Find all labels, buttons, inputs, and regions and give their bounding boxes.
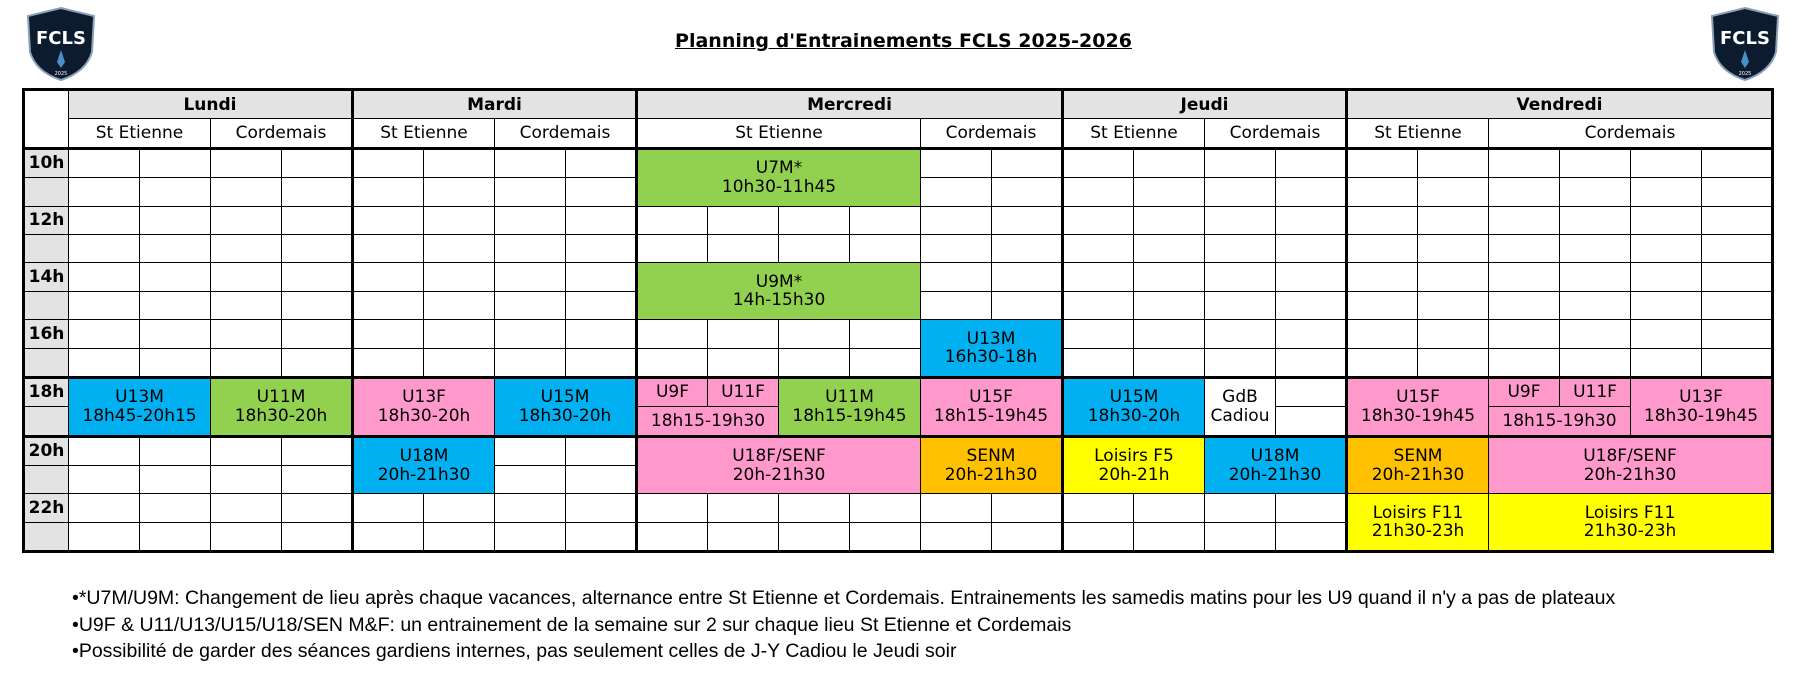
loc-mercredi-st-etienne: St Etienne xyxy=(637,119,921,148)
session-ven-u15f: U15F 18h30-19h45 xyxy=(1347,377,1489,436)
svg-text:FCLS: FCLS xyxy=(1720,28,1770,49)
day-mercredi: Mercredi xyxy=(637,90,1063,119)
session-mer-u11m: U11M 18h15-19h45 xyxy=(779,377,921,436)
session-mer-u9m: U9M* 14h-15h30 xyxy=(637,263,921,320)
hour-label: 18h xyxy=(24,377,69,406)
loc-jeudi-cordemais: Cordemais xyxy=(1205,119,1347,148)
loc-mardi-st-etienne: St Etienne xyxy=(353,119,495,148)
loc-vendredi-cordemais: Cordemais xyxy=(1489,119,1773,148)
loc-lundi-st-etienne: St Etienne xyxy=(69,119,211,148)
session-ven-u13f: U13F 18h30-19h45 xyxy=(1631,377,1773,436)
session-jeu-gdb-cadiou: GdB Cadiou xyxy=(1205,377,1276,436)
loc-lundi-cordemais: Cordemais xyxy=(211,119,353,148)
session-mer-u9f: U9F xyxy=(637,377,708,406)
corner-cell xyxy=(24,90,69,149)
notes-section xyxy=(72,585,1692,665)
session-mer-u9f-time: 18h15-19h30 xyxy=(637,407,779,436)
session-mer-senm: SENM 20h-21h30 xyxy=(921,436,1063,494)
svg-text:2025: 2025 xyxy=(54,71,68,77)
hour-label: 20h xyxy=(24,436,69,465)
loc-vendredi-st-etienne: St Etienne xyxy=(1347,119,1489,148)
loc-jeudi-st-etienne: St Etienne xyxy=(1063,119,1205,148)
session-mer-u7m: U7M* 10h30-11h45 xyxy=(637,148,921,206)
svg-text:FCLS: FCLS xyxy=(36,28,86,49)
day-mardi: Mardi xyxy=(353,90,637,119)
session-ven-u9f: U9F xyxy=(1489,377,1560,406)
session-ven-senm: SENM 20h-21h30 xyxy=(1347,436,1489,494)
day-jeudi: Jeudi xyxy=(1063,90,1347,119)
session-mer-u18f-senf: U18F/SENF 20h-21h30 xyxy=(637,436,921,494)
session-jeu-u15m: U15M 18h30-20h xyxy=(1063,377,1205,436)
page-title: Planning d'Entrainements FCLS 2025-2026 xyxy=(675,30,1132,52)
session-ven-loisirs-f11-st-etienne: Loisirs F11 21h30-23h xyxy=(1347,494,1489,552)
session-mer-u13m: U13M 16h30-18h xyxy=(921,320,1063,378)
schedule-table xyxy=(22,88,1774,553)
hour-label: 14h xyxy=(24,263,69,291)
session-mar-u15m: U15M 18h30-20h xyxy=(495,377,637,436)
session-lun-u11m: U11M 18h30-20h xyxy=(211,377,353,436)
session-mer-u11f: U11F xyxy=(708,377,779,406)
hour-label: 12h xyxy=(24,206,69,234)
hour-label: 16h xyxy=(24,320,69,348)
session-mer-u15f: U15F 18h15-19h45 xyxy=(921,377,1063,436)
hour-label: 10h xyxy=(24,148,69,177)
session-jeu-u18m: U18M 20h-21h30 xyxy=(1205,436,1347,494)
session-mar-u18m: U18M 20h-21h30 xyxy=(353,436,495,494)
hour-label: 22h xyxy=(24,494,69,522)
loc-mardi-cordemais: Cordemais xyxy=(495,119,637,148)
session-ven-u18f-senf: U18F/SENF 20h-21h30 xyxy=(1489,436,1773,494)
session-mar-u13f: U13F 18h30-20h xyxy=(353,377,495,436)
session-ven-loisirs-f11-cordemais: Loisirs F11 21h30-23h xyxy=(1489,494,1773,552)
loc-mercredi-cordemais: Cordemais xyxy=(921,119,1063,148)
day-vendredi: Vendredi xyxy=(1347,90,1773,119)
svg-text:2025: 2025 xyxy=(1738,71,1752,77)
session-ven-u11f: U11F xyxy=(1560,377,1631,406)
day-lundi: Lundi xyxy=(69,90,353,119)
session-lun-u13m: U13M 18h45-20h15 xyxy=(69,377,211,436)
note-item: •Possibilité de garder des séances gardiens internes, pas seulement celles de J-Y Cadiou le Jeudi soir xyxy=(72,640,957,662)
note-item: •U9F & U11/U13/U15/U18/SEN M&F: un entrainement de la semaine sur 2 sur chaque lieu St Etienne et Cordemais xyxy=(72,613,1072,636)
session-ven-u9f-time: 18h15-19h30 xyxy=(1489,407,1631,436)
session-jeu-loisirs-f5: Loisirs F5 20h-21h xyxy=(1063,436,1205,494)
note-item: •*U7M/U9M: Changement de lieu après chaque vacances, alternance entre St Etienne et Cordemais. Entrainements les samedis matins pour les U9 quand il n'y a pas de plateaux xyxy=(72,587,1616,609)
